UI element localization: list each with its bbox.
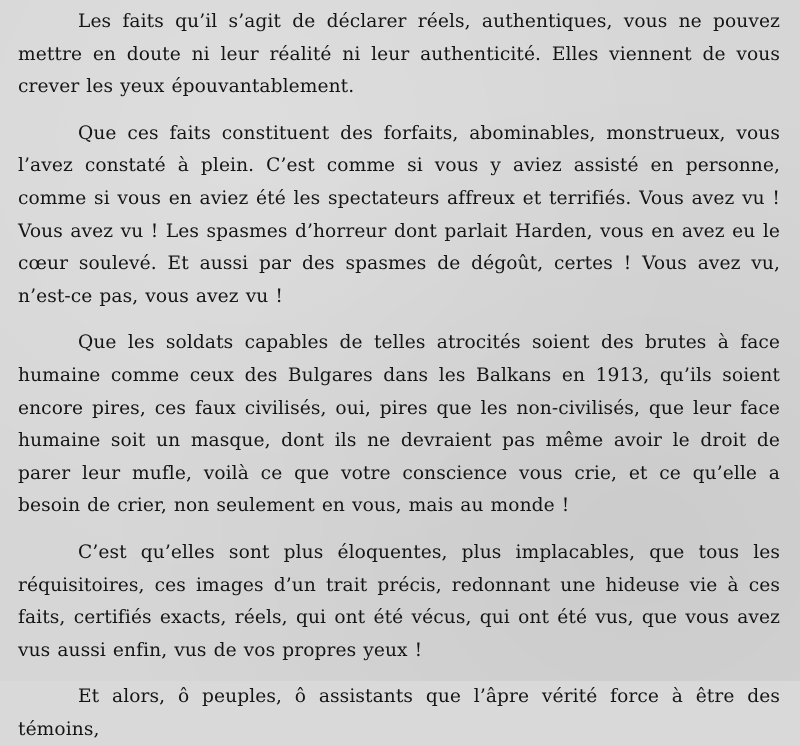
paragraph-4: C’est qu’elles sont plus éloquentes, plus implacables, que tous les réquisitoires, ces images d’un trait précis, redonnant une hideuse vie à ces faits, certifiés exacts, réels, qui ont été vécus, qui ont été vus, que vous avez vus aussi enfin, vus de vos propres yeux ! [18, 541, 780, 661]
body-text [18, 6, 780, 746]
paragraph-3: Que les soldats capables de telles atrocités soient des brutes à face humaine comme ceux des Bulgares dans les Balkans en 1913, qu’ils soient encore pires, ces faux civilisés, oui, pires que les non-civilisés, que leur face humaine soit un masque, dont ils ne devraient pas même avoir le droit de parer leur mufle, voilà ce que votre conscience vous crie, et ce qu’elle a besoin de crier, non seulement en vous, mais au monde ! [18, 332, 780, 517]
paragraph-1: Les faits qu’il s’agit de déclarer réels, authentiques, vous ne pouvez mettre en doute ni leur réalité ni leur authenticité. Elles viennent de vous crever les yeux épouvantablement. [18, 11, 780, 98]
paragraph-2: Que ces faits constituent des forfaits, abominables, monstrueux, vous l’avez constaté à plein. C’est comme si vous y aviez assisté en personne, comme si vous en aviez été les spectateurs affreux et terrifiés. Vous avez vu ! Vous avez vu ! Les spasmes d’horreur dont parlait Harden, vous en avez eu le cœur soulevé. Et aussi par des spasmes de dégoût, certes ! Vous avez vu, n’est-ce pas, vous avez vu ! [18, 122, 780, 307]
paragraph-5: Et alors, ô peuples, ô assistants que l’âpre vérité force à être des témoins, [18, 686, 780, 740]
